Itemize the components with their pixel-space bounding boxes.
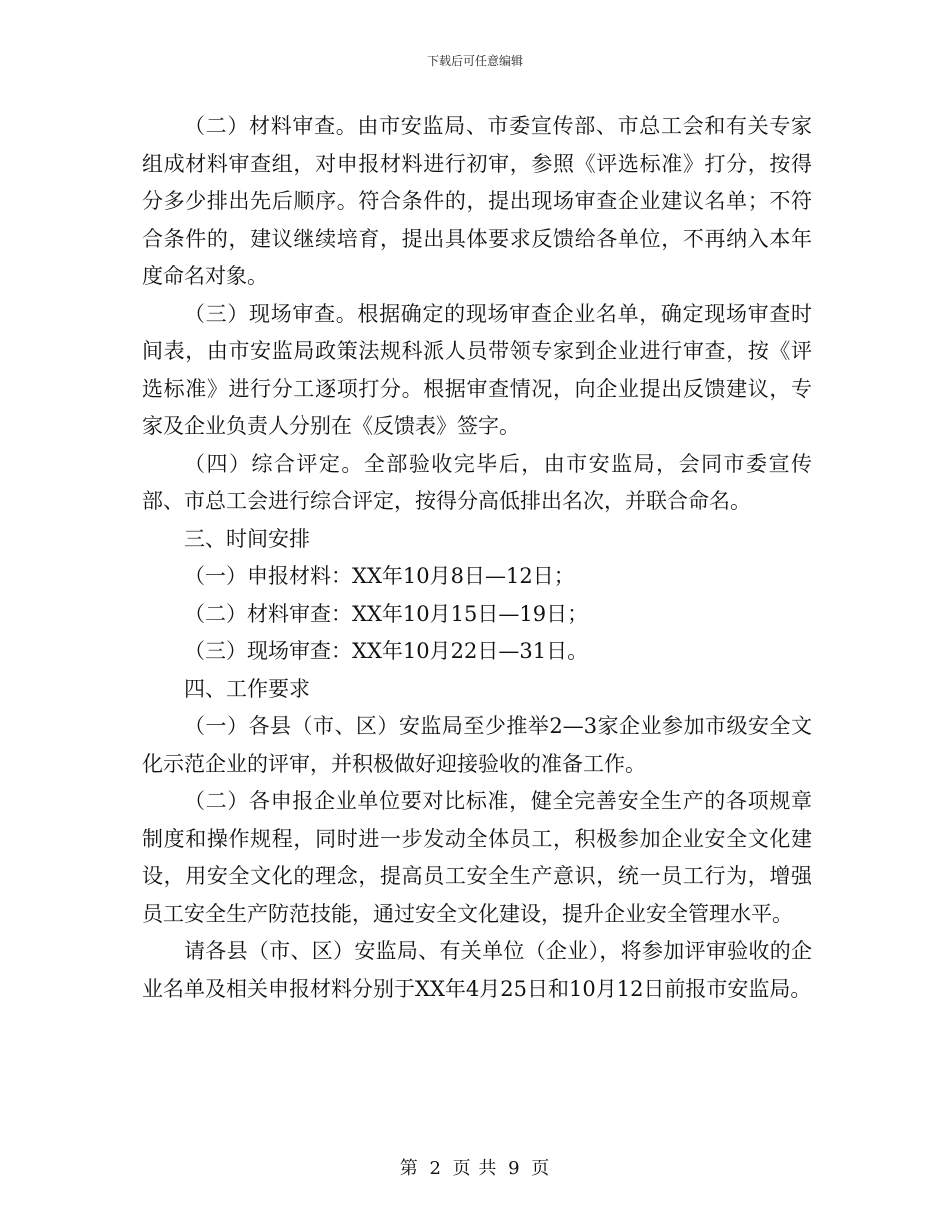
- total-page-count: 9: [508, 1158, 521, 1179]
- schedule-item-material-review: （二）材料审查：XX年10月15日—19日；: [184, 601, 589, 626]
- section-heading-requirements: 四、工作要求: [184, 676, 310, 701]
- footer-prefix: 第: [399, 1158, 419, 1179]
- current-page-number: 2: [429, 1158, 442, 1179]
- section-heading-schedule: 三、时间安排: [184, 526, 310, 551]
- paragraph-onsite-review: （三）现场审查。根据确定的现场审查企业名单，确定现场审查时间表，由市安监局政策法规科派人员带领专家到企业进行审查，按《评选标准》进行分工逐项打分。根据审查情况，向企业提出反馈建议，专家及企业负责人分别在《反馈表》签字。: [142, 301, 812, 438]
- requirement-item-enterprise: （二）各申报企业单位要对比标准，健全完善安全生产的各项规章制度和操作规程，同时进一步发动全体员工，积极参加企业安全文化建设，用安全文化的理念，提高员工安全生产意识，统一员工行为，增强员工安全生产防范技能，通过安全文化建设，提升企业安全管理水平。: [142, 789, 812, 926]
- paragraph-comprehensive-evaluation: （四）综合评定。全部验收完毕后，由市安监局，会同市委宣传部、市总工会进行综合评定，按得分高低排出名次，并联合命名。: [142, 451, 812, 513]
- footer-middle: 页 共: [452, 1158, 498, 1179]
- schedule-item-application: （一）申报材料：XX年10月8日—12日；: [184, 564, 575, 588]
- page-header-note: 下载后可任意编辑: [426, 54, 523, 68]
- requirement-item-county: （一）各县（市、区）安监局至少推举2—3家企业参加市级安全文化示范企业的评审，并积极做好迎接验收的准备工作。: [142, 714, 812, 776]
- footer-suffix: 页: [531, 1158, 551, 1179]
- document-body: [142, 108, 812, 1008]
- paragraph-submission-request: 请各县（市、区）安监局、有关单位（企业），将参加评审验收的企业名单及相关申报材料分别于XX年4月25日和10月12日前报市安监局。: [142, 939, 812, 1001]
- page-footer: [0, 1154, 950, 1180]
- schedule-item-onsite-review: （三）现场审查：XX年10月22日—31日。: [184, 639, 589, 663]
- paragraph-material-review: （二）材料审查。由市安监局、市委宣传部、市总工会和有关专家组成材料审查组，对申报材料进行初审，参照《评选标准》打分，按得分多少排出先后顺序。符合条件的，提出现场审查企业建议名单；不符合条件的，建议继续培育，提出具体要求反馈给各单位，不再纳入本年度命名对象。: [142, 114, 812, 288]
